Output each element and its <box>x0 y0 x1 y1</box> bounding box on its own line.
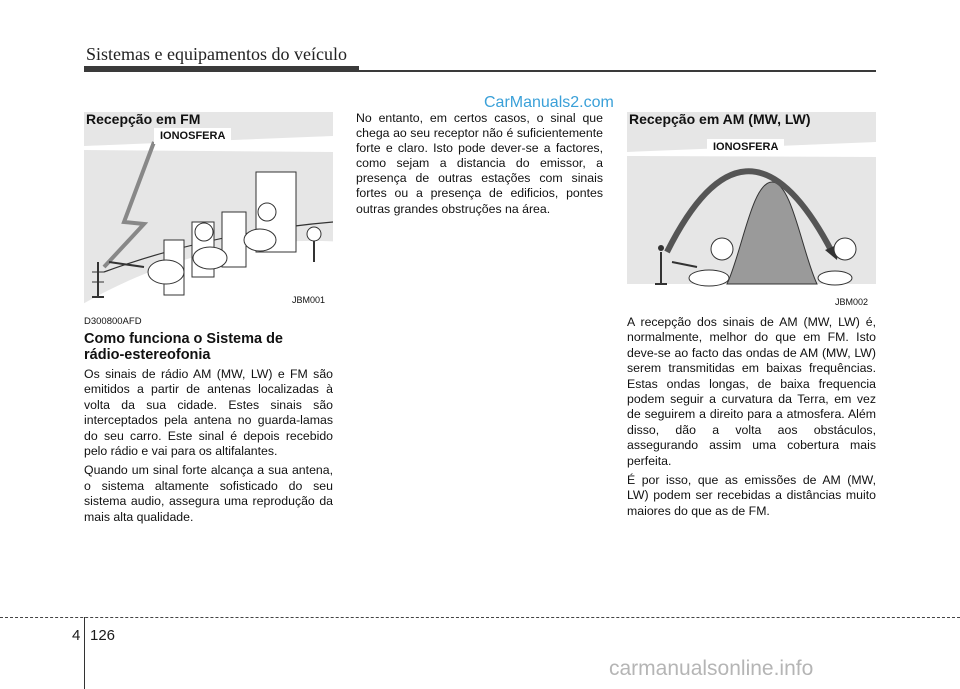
left-paragraph-2: Quando um sinal forte alcança a sua antena, o sistema altamente sofisticado do seu sistema audio, assegura uma reprodução da mais alta qualidade. <box>84 463 333 524</box>
fm-figure-code: JBM001 <box>292 295 326 305</box>
left-column-text <box>84 367 333 525</box>
page-header-title: Sistemas e equipamentos do veículo <box>86 44 347 64</box>
am-ionosphere-label: IONOSFERA <box>707 139 784 155</box>
chapter-number: 4 <box>72 627 81 644</box>
watermark-top[interactable]: CarManuals2.com <box>484 94 614 111</box>
fm-ionosphere-label: IONOSFERA <box>154 128 231 144</box>
left-paragraph-1: Os sinais de rádio AM (MW, LW) e FM são emitidos a partir de antenas localizadas à volta da sua cidade. Estes sinais são interceptados pela antena no guarda-lamas do seu carro. Este sinal é depois recebido pelo rádio e vai para os altifalantes. <box>84 367 333 459</box>
right-paragraph-1: A recepção dos sinais de AM (MW, LW) é, normalmente, melhor do que em FM. Isto deve-se ao facto das ondas de AM (MW, LW) serem transmitidas em baixas frequências. Estas ondas longas, de baixa frequencia podem seguir a curvatura da Terra, em vez de seguirem a direito para a atmosfera. Além disso, dão a volta aos obstáculos, assegurando assim uma cobertura mais perfeita. <box>627 315 876 468</box>
section-heading-line1: Como funciona o Sistema de <box>84 331 283 347</box>
footer-vertical-rule <box>84 617 85 689</box>
section-code: D300800AFD <box>84 316 142 327</box>
watermark-bottom[interactable]: carmanualsonline.info <box>609 657 814 680</box>
fm-reception-figure <box>84 112 333 309</box>
middle-paragraph-1: No entanto, em certos casos, o sinal que chega ao seu receptor não é suficientemente forte e claro. Isto pode dever-se a factores, como sejam a distancia do emissor, a presença de outras estações com sinais fortes ou a presença de edificios, pontes outras grandes obstruções na área. <box>356 111 603 216</box>
middle-column-text <box>356 111 603 217</box>
footer-dashed-rule <box>0 617 960 618</box>
header-rule <box>84 70 876 72</box>
page-number: 126 <box>90 627 116 644</box>
am-figure-code: JBM002 <box>835 297 869 307</box>
right-column-text <box>627 315 876 519</box>
right-paragraph-2: É por isso, que as emissões de AM (MW, LW) podem ser recebidas a distâncias muito maiores do que as de FM. <box>627 473 876 518</box>
am-reception-figure <box>627 112 876 309</box>
fm-figure-title: Recepção em FM <box>86 112 201 127</box>
section-heading <box>84 331 344 363</box>
section-heading-line2: rádio-estereofonia <box>84 347 211 363</box>
am-figure-title: Recepção em AM (MW, LW) <box>629 112 811 127</box>
